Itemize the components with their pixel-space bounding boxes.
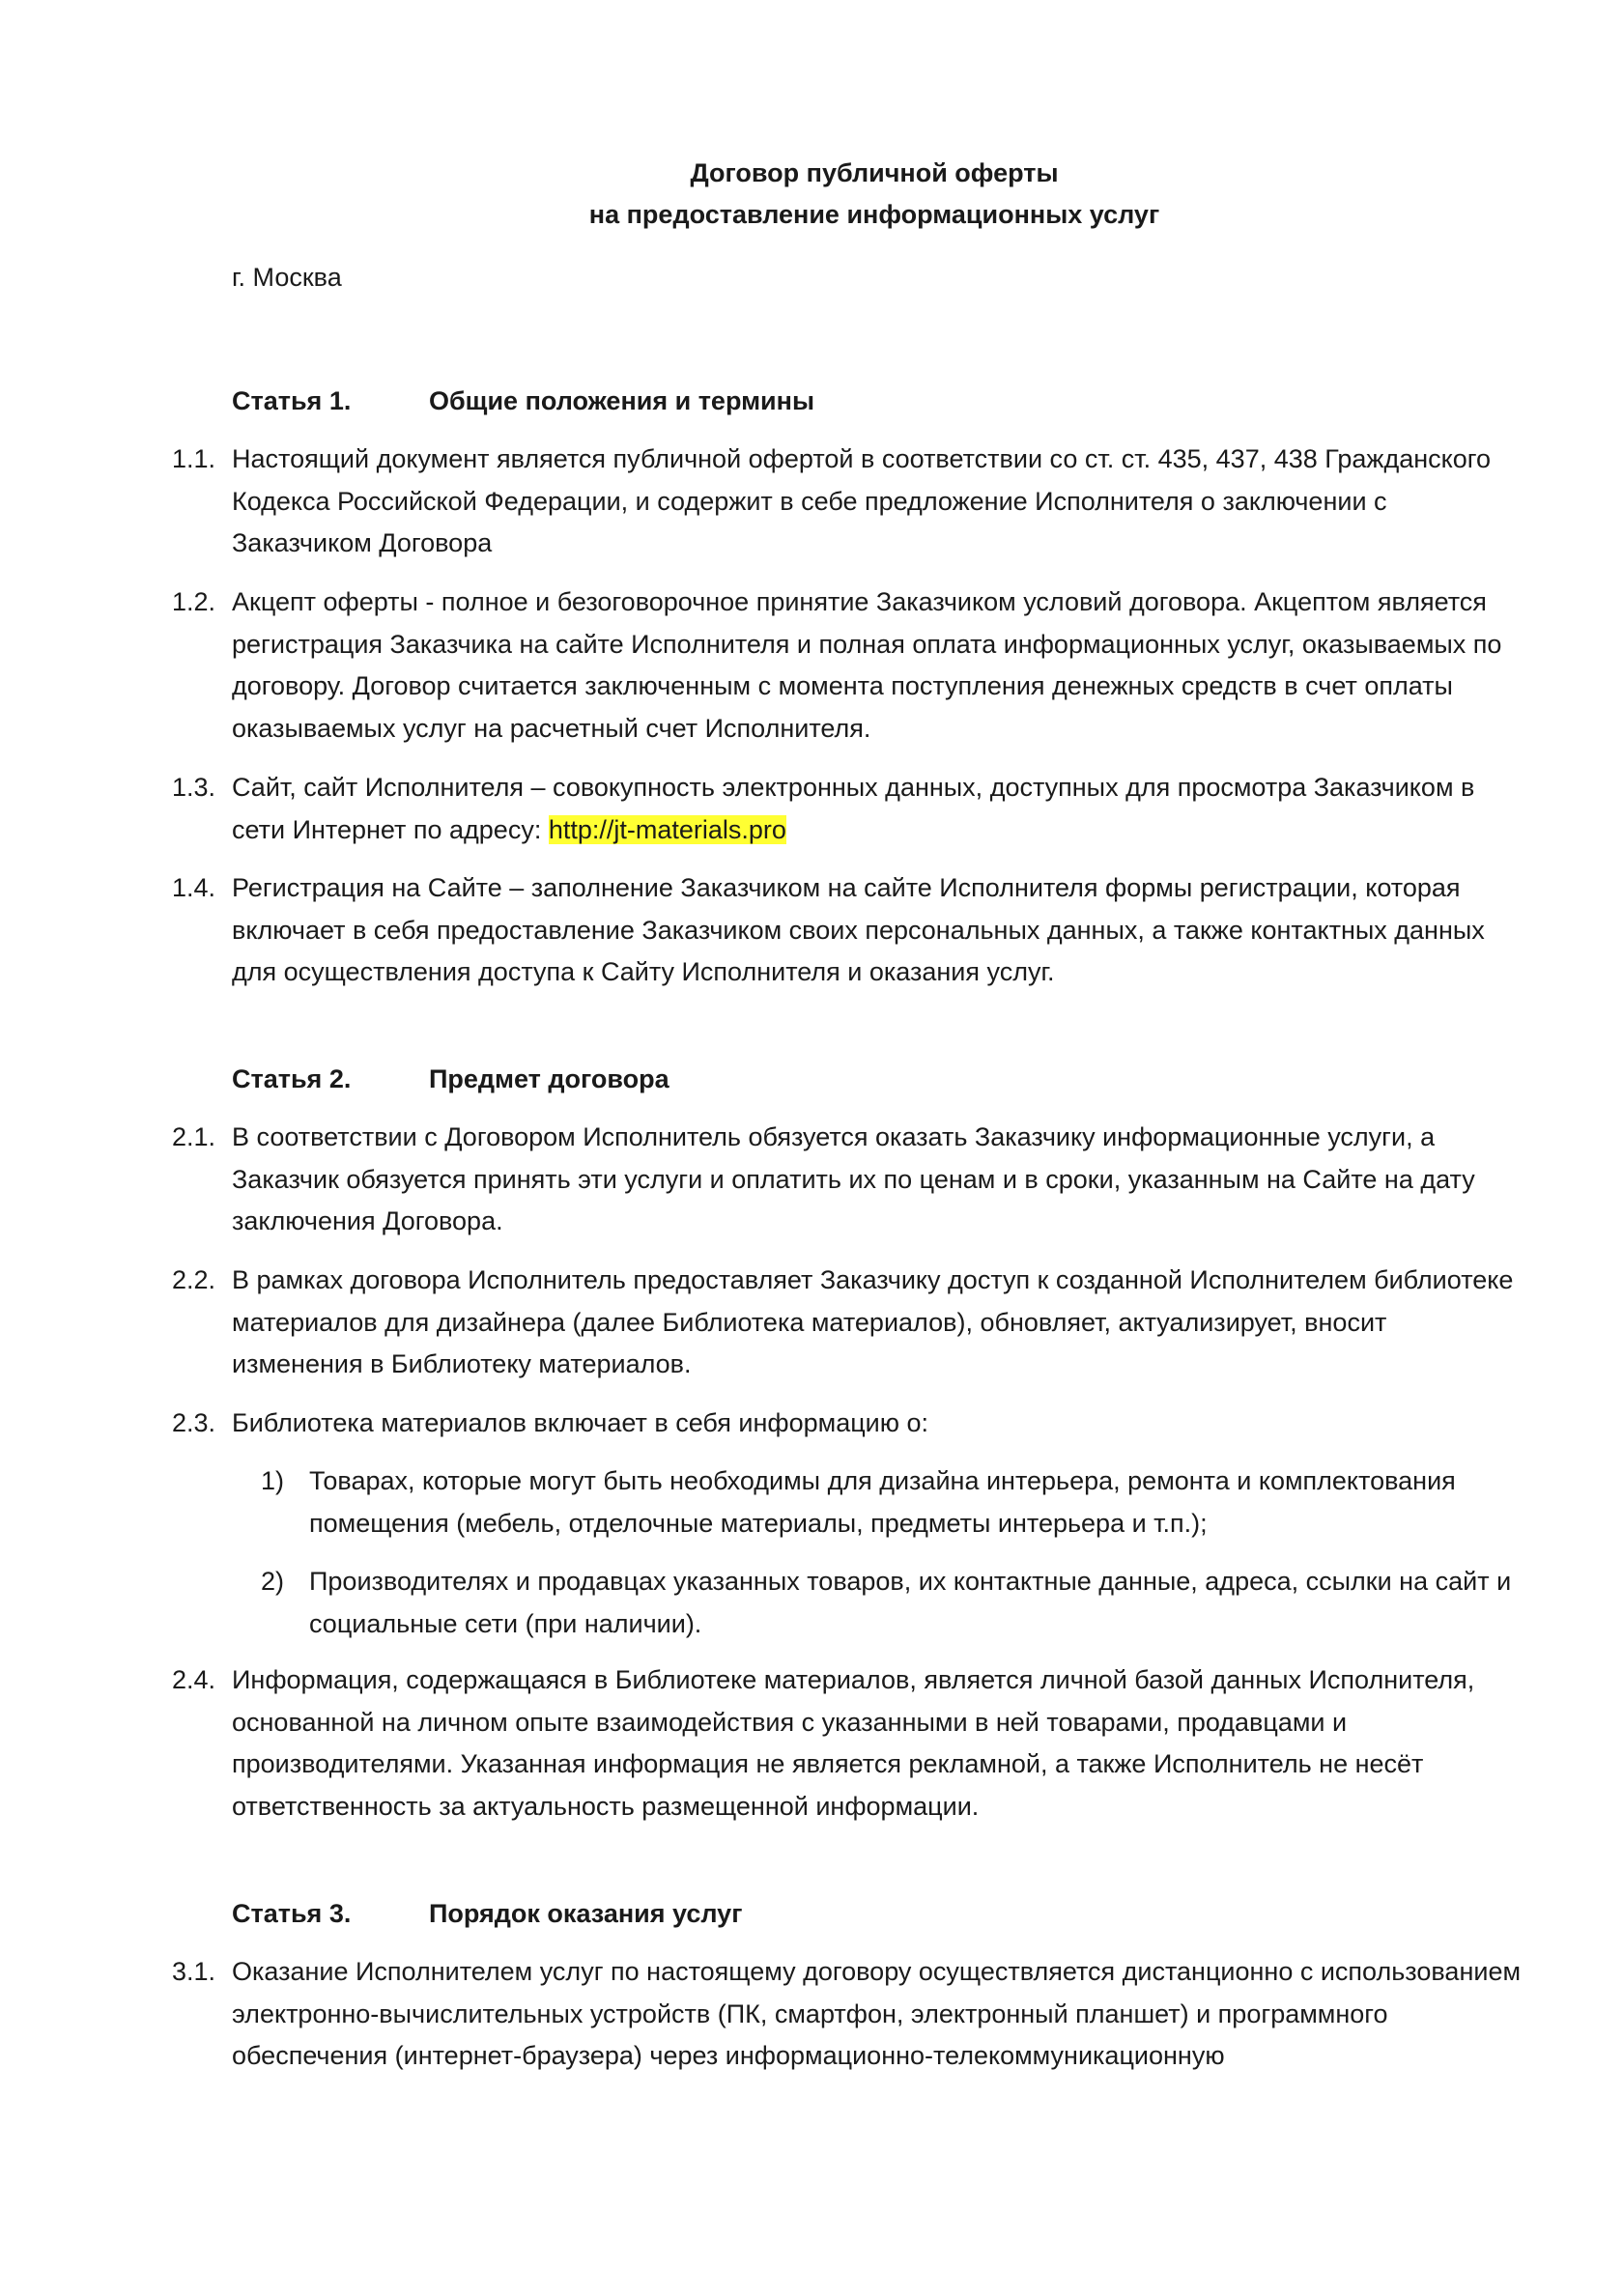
clause-number: 2.2.: [172, 1265, 216, 1294]
clause-2-1: [172, 1117, 1524, 1243]
clause-1-2: [172, 581, 1524, 750]
document-city: г. Москва: [232, 263, 342, 292]
article-title: Порядок оказания услуг: [429, 1899, 743, 1928]
clause-text: Акцепт оферты - полное и безоговорочное принятие Заказчиком условий договора. Акцептом является регистрация Заказчика на сайте Исполнителя и полная оплата информационных услуг, оказываемых по договору. Договор считается заключенным с момента поступления денежных средств в счет оплаты оказываемых услуг на расчетный счет Исполнителя.: [232, 587, 1502, 743]
clause-text: В соответствии с Договором Исполнитель обязуется оказать Заказчику информационные услуги, а Заказчик обязуется принять эти услуги и оплатить их по ценам и в сроки, указанным на Сайте на дату заключения Договора.: [232, 1122, 1475, 1235]
clause-1-4: [172, 867, 1524, 994]
clause-text: Библиотека материалов включает в себя информацию о:: [232, 1408, 929, 1437]
clause-number: 1.4.: [172, 873, 216, 902]
title-line-2: на предоставление информационных услуг: [588, 200, 1160, 229]
article-3-heading: [232, 1893, 742, 1935]
subitem-2-3-1: [261, 1460, 1526, 1545]
clause-text: [232, 767, 1524, 851]
site-link[interactable]: http://jt-materials.pro: [548, 814, 786, 844]
clause-1-3: [172, 767, 1524, 851]
clause-number: 1.2.: [172, 587, 216, 616]
article-2-heading: [232, 1059, 669, 1100]
subitem-number: 2): [261, 1567, 285, 1596]
clause-text: Оказание Исполнителем услуг по настоящему договору осуществляется дистанционно с использованием электронно-вычислительных устройств (ПК, смартфон, электронный планшет) и программного обеспечения (интернет-браузера) через информационно-телекоммуникационную: [232, 1957, 1522, 2070]
document-title: [0, 153, 1623, 236]
article-number: Статья 2.: [232, 1064, 352, 1093]
title-line-1: Договор публичной оферты: [690, 158, 1059, 187]
article-title: Общие положения и термины: [429, 386, 815, 415]
clause-number: 1.3.: [172, 773, 216, 802]
subitem-number: 1): [261, 1466, 285, 1495]
article-number: Статья 3.: [232, 1899, 352, 1928]
clause-text: Информация, содержащаяся в Библиотеке материалов, является личной базой данных Исполнителя, основанной на личном опыте взаимодействия с указанными в ней товарами, продавцами и производителями. Указанная информация не является рекламной, а также Исполнитель не несёт ответственность за актуальность размещенной информации.: [232, 1665, 1475, 1821]
clause-1-1: [172, 439, 1524, 565]
clause-text: Регистрация на Сайте – заполнение Заказчиком на сайте Исполнителя формы регистрации, которая включает в себя предоставление Заказчиком своих персональных данных, а также контактных данных для осуществления доступа к Сайту Исполнителя и оказания услуг.: [232, 873, 1485, 986]
subitem-text: Товарах, которые могут быть необходимы для дизайна интерьера, ремонта и комплектования помещения (мебель, отделочные материалы, предметы интерьера и т.п.);: [309, 1466, 1456, 1538]
clause-2-4: [172, 1659, 1524, 1828]
clause-number: 1.1.: [172, 444, 216, 473]
subitem-text: Производителях и продавцах указанных товаров, их контактные данные, адреса, ссылки на сайт и социальные сети (при наличии).: [309, 1567, 1512, 1638]
clause-2-2: [172, 1260, 1524, 1386]
clause-number: 2.1.: [172, 1122, 216, 1151]
clause-number: 3.1.: [172, 1957, 216, 1986]
clause-3-1: [172, 1951, 1524, 2078]
article-title: Предмет договора: [429, 1064, 669, 1093]
article-1-heading: [232, 381, 814, 422]
clause-number: 2.3.: [172, 1408, 216, 1437]
clause-text: Настоящий документ является публичной офертой в соответствии со ст. ст. 435, 437, 438 Гражданского Кодекса Российской Федерации, и содержит в себе предложение Исполнителя о заключении с Заказчиком Договора: [232, 444, 1492, 557]
article-number: Статья 1.: [232, 386, 352, 415]
clause-number: 2.4.: [172, 1665, 216, 1694]
clause-2-3: [172, 1403, 1524, 1445]
subitem-2-3-2: [261, 1561, 1526, 1645]
clause-text-before-link: Сайт, сайт Исполнителя – совокупность электронных данных, доступных для просмотра Заказчиком в сети Интернет по адресу:: [232, 773, 1475, 844]
clause-text: В рамках договора Исполнитель предоставляет Заказчику доступ к созданной Исполнителем библиотеке материалов для дизайнера (далее Библиотека материалов), обновляет, актуализирует, вносит изменения в Библиотеку материалов.: [232, 1265, 1514, 1378]
